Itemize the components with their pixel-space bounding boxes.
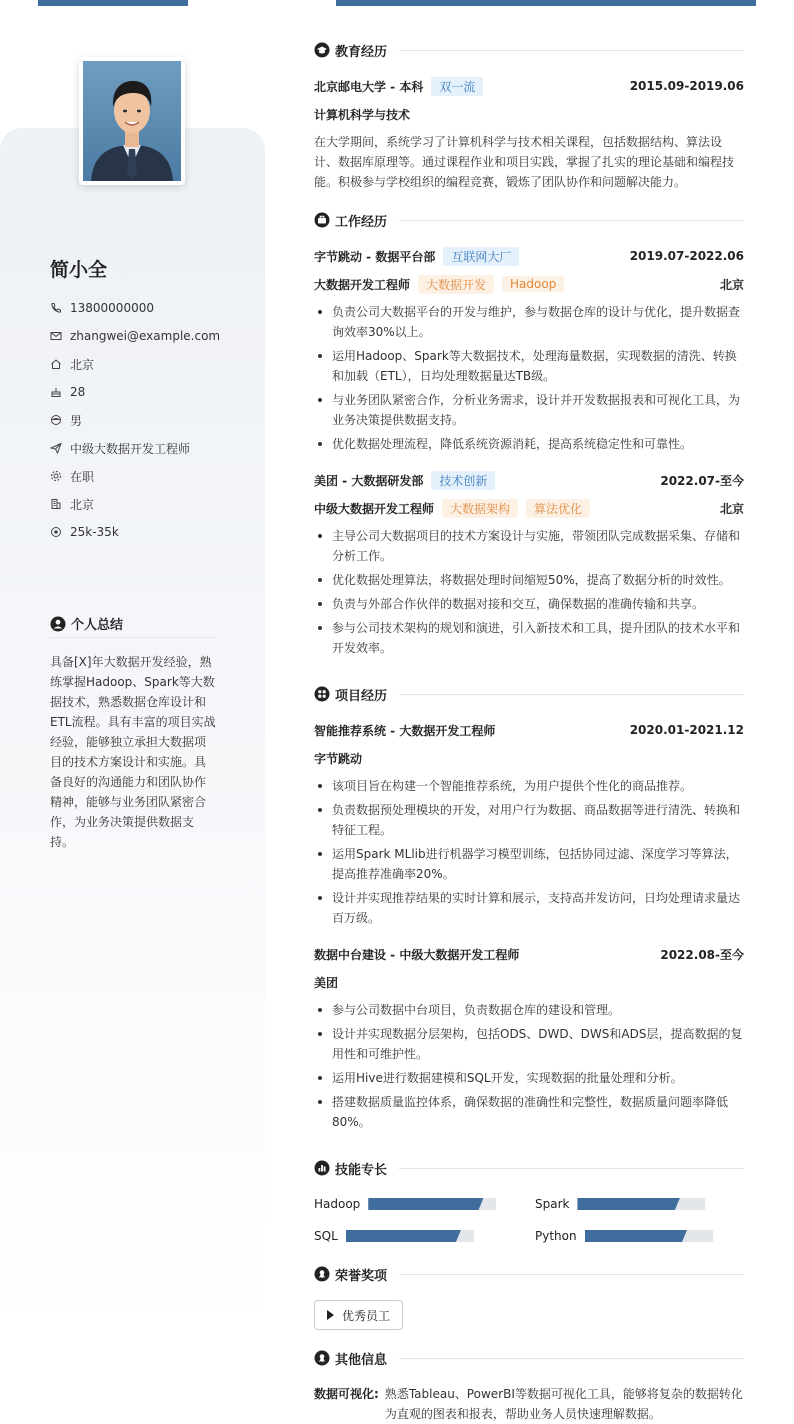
info-position-text: 中级大数据开发工程师 <box>70 441 191 456</box>
info-row-status <box>50 462 220 490</box>
info-row-age <box>50 378 220 406</box>
info-phone-text: 13800000000 <box>70 301 154 315</box>
info-status-text: 在职 <box>70 469 95 484</box>
project-2-date: 2022.08-至今 <box>660 947 744 962</box>
education-tag: 双一流 <box>431 77 483 96</box>
info-salary-text: 25k-35k <box>70 525 119 539</box>
education-description: 在大学期间，系统学习了计算机科学与技术相关课程，包括数据结构、算法设计、数据库原理等。通过课程作业和项目实践，掌握了扎实的理论基础和编程技能。积极参与学校组织的编程竞赛，锻炼了团队协作和问题解决能力。 <box>314 135 735 189</box>
summary-heading <box>50 616 216 638</box>
project-2-name: 数据中台建设 - 中级大数据开发工程师 <box>314 947 520 962</box>
other-section-header <box>314 1348 744 1368</box>
job-1-skill-tag: 大数据开发 <box>418 275 494 294</box>
skill-bar-fill <box>585 1230 687 1242</box>
education-major-row <box>314 104 744 124</box>
job-1-role-row <box>314 274 744 294</box>
list-item: 优化数据处理流程，降低系统资源消耗，提高系统稳定性和可靠性。 <box>314 434 744 454</box>
project-1-date: 2020.01-2021.12 <box>629 723 744 737</box>
summary-title: 个人总结 <box>71 618 124 633</box>
honors-title: 荣誉奖项 <box>335 1268 388 1284</box>
job-1-date: 2019.07-2022.06 <box>629 249 744 263</box>
project-2-company-row <box>314 972 744 992</box>
education-school: 北京邮电大学 - 本科 <box>314 79 424 94</box>
skill-name: Spark <box>535 1197 570 1211</box>
skills-section-header <box>314 1158 744 1178</box>
job-1-company: 字节跳动 - 数据平台部 <box>314 249 436 264</box>
profile-name: 简小全 <box>50 259 108 281</box>
avatar-portrait-image <box>83 61 181 181</box>
age-icon <box>50 386 62 398</box>
list-item: 负责数据预处理模块的开发，对用户行为数据、商品数据等进行清洗、转换和特征工程。 <box>314 800 744 840</box>
skill-sql <box>314 1228 474 1244</box>
contact-info-list <box>50 294 220 546</box>
list-item: 运用Hive进行数据建模和SQL开发，实现数据的批量处理和分析。 <box>314 1068 744 1088</box>
job-2-role: 中级大数据开发工程师 <box>314 501 435 516</box>
award-icon <box>314 1266 330 1282</box>
job-1-company-row <box>314 246 744 266</box>
list-item: 与业务团队紧密合作，分析业务需求，设计并开发数据报表和可视化工具，为业务决策提供数据支持。 <box>314 390 744 430</box>
list-item: 优化数据处理算法，将数据处理时间缩短50%，提高了数据分析的时效性。 <box>314 570 744 590</box>
info-email-text: zhangwei@example.com <box>70 329 221 343</box>
section-divider <box>399 50 744 51</box>
skill-spark <box>535 1196 705 1212</box>
job-1-role: 大数据开发工程师 <box>314 277 411 292</box>
skill-hadoop <box>314 1196 496 1212</box>
job-2-tag: 技术创新 <box>431 471 495 490</box>
send-icon <box>50 442 62 454</box>
list-item: 运用Hadoop、Spark等大数据技术，处理海量数据，实现数据的清洗、转换和加载（ETL），日均处理数据量达TB级。 <box>314 346 744 386</box>
bar-chart-icon <box>314 1160 330 1176</box>
list-item: 参与公司数据中台项目，负责数据仓库的建设和管理。 <box>314 1000 744 1020</box>
section-divider <box>399 220 744 221</box>
home-icon <box>50 358 62 370</box>
job-1-skill-tag: Hadoop <box>502 276 564 292</box>
project-1-bullets <box>314 776 744 932</box>
other-text: 熟悉Tableau、PowerBI等数据可视化工具，能够将复杂的数据转化为直观的图表和报表，帮助业务人员快速理解数据。 <box>384 1387 743 1421</box>
info-age-text: 28 <box>70 385 86 399</box>
job-2-bullets <box>314 526 744 662</box>
work-title: 工作经历 <box>335 214 388 230</box>
project-2-company: 美团 <box>314 975 339 990</box>
skills-title: 技能专长 <box>335 1162 388 1178</box>
building-icon <box>50 498 62 510</box>
section-divider <box>399 1358 744 1359</box>
honors-section-header <box>314 1264 744 1284</box>
info-badge-icon <box>314 1350 330 1366</box>
skill-name: SQL <box>314 1229 338 1243</box>
top-accent-bar-right <box>336 0 756 6</box>
job-1-city: 北京 <box>719 277 744 292</box>
info-row-phone <box>50 294 220 322</box>
project-2-title-row <box>314 944 744 964</box>
skill-bar <box>585 1230 713 1242</box>
list-item: 设计并实现数据分层架构，包括ODS、DWD、DWS和ADS层，提高数据的复用性和可维护性。 <box>314 1024 744 1064</box>
list-item: 负责与外部合作伙伴的数据对接和交互，确保数据的准确传输和共享。 <box>314 594 744 614</box>
status-icon <box>50 470 62 482</box>
education-major: 计算机科学与技术 <box>314 107 411 122</box>
info-row-address <box>50 350 220 378</box>
education-date: 2015.09-2019.06 <box>629 79 744 93</box>
projects-section-header <box>314 684 744 704</box>
section-divider <box>399 694 744 695</box>
info-address-text: 北京 <box>70 357 95 372</box>
play-icon <box>327 1310 334 1320</box>
briefcase-icon <box>314 212 330 228</box>
other-label: 数据可视化: <box>314 1387 379 1401</box>
honor-item[interactable] <box>314 1300 403 1330</box>
job-2-skill-tag: 算法优化 <box>526 499 590 518</box>
list-item: 主导公司大数据项目的技术方案设计与实施，带领团队完成数据采集、存储和分析工作。 <box>314 526 744 566</box>
list-item: 参与公司技术架构的规划和演进，引入新技术和工具，提升团队的技术水平和开发效率。 <box>314 618 744 658</box>
list-item: 运用Spark MLlib进行机器学习模型训练，包括协同过滤、深度学习等算法，提高推荐准确率20%。 <box>314 844 744 884</box>
info-city-text: 北京 <box>70 497 95 512</box>
list-item: 搭建数据质量监控体系，确保数据的准确性和完整性，数据质量问题率降低80%。 <box>314 1092 744 1132</box>
summary-text: 具备[X]年大数据开发经验，熟练掌握Hadoop、Spark等大数据技术，熟悉数据仓库设计和ETL流程。具有丰富的项目实战经验，能够独立承担大数据项目的技术方案设计和实施。具备良好的沟通能力和团队协作精神，能够与业务团队紧密合作，为业务决策提供数据支持。 <box>50 655 216 849</box>
education-section-header <box>314 40 744 60</box>
avatar-photo <box>79 57 185 185</box>
honor-label: 优秀员工 <box>342 1308 391 1323</box>
list-item: 该项目旨在构建一个智能推荐系统，为用户提供个性化的商品推荐。 <box>314 776 744 796</box>
list-item: 负责公司大数据平台的开发与维护，参与数据仓库的设计与优化，提升数据查询效率30%以上。 <box>314 302 744 342</box>
project-2-bullets <box>314 1000 744 1136</box>
work-section-header <box>314 210 744 230</box>
salary-icon <box>50 526 62 538</box>
education-school-row <box>314 76 744 96</box>
job-1-tag: 互联网大厂 <box>443 247 519 266</box>
info-row-city <box>50 490 220 518</box>
project-1-title-row <box>314 720 744 740</box>
skill-python <box>535 1228 713 1244</box>
project-1-name: 智能推荐系统 - 大数据开发工程师 <box>314 723 496 738</box>
job-1-bullets <box>314 302 744 458</box>
list-item: 设计并实现推荐结果的实时计算和展示，支持高并发访问，日均处理请求量达百万级。 <box>314 888 744 928</box>
mail-icon <box>50 330 62 342</box>
job-2-date: 2022.07-至今 <box>660 473 744 488</box>
info-row-email <box>50 322 220 350</box>
skill-bar-fill <box>577 1198 679 1210</box>
info-row-gender <box>50 406 220 434</box>
skill-bar-fill <box>368 1198 483 1210</box>
job-2-company: 美团 - 大数据研发部 <box>314 473 424 488</box>
education-title: 教育经历 <box>335 44 388 60</box>
info-row-position <box>50 434 220 462</box>
other-title: 其他信息 <box>335 1352 388 1368</box>
section-divider <box>399 1168 744 1169</box>
skill-bar-fill <box>346 1230 461 1242</box>
skill-bar <box>577 1198 705 1210</box>
skill-bar <box>346 1230 474 1242</box>
project-1-company: 字节跳动 <box>314 751 363 766</box>
graduation-cap-icon <box>314 42 330 58</box>
job-2-company-row <box>314 470 744 490</box>
phone-icon <box>50 302 62 314</box>
job-2-skill-tag: 大数据架构 <box>442 499 518 518</box>
other-info-row <box>314 1384 744 1424</box>
grid-icon <box>314 686 330 702</box>
project-1-company-row <box>314 748 744 768</box>
gender-icon <box>50 414 62 426</box>
job-2-role-row <box>314 498 744 518</box>
section-divider <box>399 1274 744 1275</box>
skill-name: Python <box>535 1229 577 1243</box>
job-2-city: 北京 <box>719 501 744 516</box>
info-gender-text: 男 <box>70 413 83 428</box>
projects-title: 项目经历 <box>335 688 388 704</box>
skill-bar <box>368 1198 496 1210</box>
info-row-salary <box>50 518 220 546</box>
skill-name: Hadoop <box>314 1197 361 1211</box>
top-accent-bar-left <box>38 0 188 6</box>
user-circle-icon <box>50 616 66 632</box>
